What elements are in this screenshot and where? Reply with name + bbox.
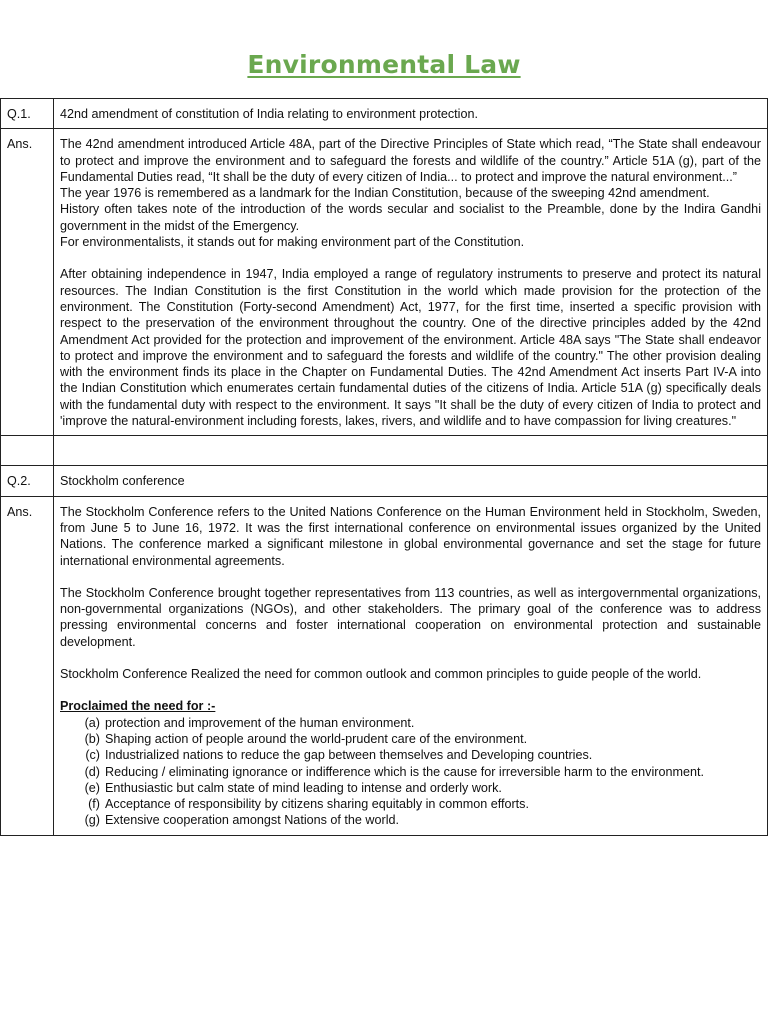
page-title: Environmental Law: [247, 50, 521, 79]
q2-paragraph-3: Stockholm Conference Realized the need for common outlook and common principles to guide people of the world.: [60, 667, 702, 682]
q2-answer-row: [1, 496, 768, 835]
q1-question: 42nd amendment of constitution of India relating to environment protection.: [54, 99, 768, 129]
q1-answer: [54, 129, 768, 436]
list-item: [60, 747, 761, 763]
proclaimed-list: [60, 715, 761, 829]
list-marker: (a): [84, 715, 100, 730]
q1-answer-paragraph: After obtaining independence in 1947, India employed a range of regulatory instruments to preserve and protect its natural resources. The Indian Constitution is the first Constitution in the world which made provision for the protection of the environment. The Constitution (Forty-second Amendment) Act, 1977, for the first time, inserted a specific provision with respect to the preservation of the environment throughout the country. One of the directive principles added by the 42nd Amendment Act provided for the protection and improvement of the environment. Article 48A says "The State shall endeavor to protect and improve the environment and to safeguard the forests and wildlife of the country." The other provision dealing with the environment finds its place in the Chapter on Fundamental Duties. The 42nd Amendment Act inserts Part IV-A into the Indian Constitution which enumerates certain fundamental duties of the citizens of India. Article 51A (g) specifically deals with the fundamental duty with respect to the environment. It says "It shall be the duty of every citizen of India to protect and 'improve the natural-environment including forests, lakes, rivers, and wildlife and to have compassion for living creatures.": [60, 267, 761, 429]
q2-paragraph-1: The Stockholm Conference refers to the United Nations Conference on the Human Environment held in Stockholm, Sweden, from June 5 to June 16, 1972. It was the first international conference on environmental issues organized by the United Nations. The conference marked a significant milestone in global environmental governance and set the stage for future international environmental agreements.: [60, 504, 761, 568]
q1-question-row: [1, 99, 768, 129]
list-marker: (g): [84, 813, 100, 828]
list-text: Extensive cooperation amongst Nations of the world.: [105, 813, 400, 828]
q1-answer-line: The 42nd amendment introduced Article 48A, part of the Directive Principles of State which read, “The State shall endeavour to protect and improve the environment and to safeguard the forests and wildlife of the country.” Article 51A (g), part of the Fundamental Duties read, “It shall be the duty of every citizen of India... to protect and improve the natural environment...”: [60, 137, 761, 184]
list-item: [60, 764, 761, 780]
list-marker: (e): [84, 780, 100, 795]
q1-answer-line: History often takes note of the introduction of the words secular and socialist to the Preamble, done by the Indira Gandhi government in the midst of the Emergency.: [60, 202, 761, 233]
q1-answer-row: [1, 129, 768, 436]
q1-answer-line: The year 1976 is remembered as a landmark for the Indian Constitution, because of the sweeping 42nd amendment.: [60, 186, 710, 201]
list-marker: (f): [88, 797, 100, 812]
q2-label: Q.2.: [1, 466, 54, 496]
spacer-row: [1, 436, 768, 466]
spacer-cell: [54, 436, 768, 466]
list-heading: Proclaimed the need for :-: [60, 699, 216, 714]
q2-answer: [54, 496, 768, 835]
list-text: Shaping action of people around the world-prudent care of the environment.: [105, 731, 528, 746]
q2-paragraph-2: The Stockholm Conference brought together representatives from 113 countries, as well as intergovernmental organizations, non-governmental organizations (NGOs), and other stakeholders. The primary goal of the conference was to address pressing environmental concerns and foster international cooperation on environmental protection and sustainable development.: [60, 585, 761, 649]
list-marker: (b): [84, 731, 100, 746]
q1-answer-line: For environmentalists, it stands out for making environment part of the Constitution.: [60, 235, 525, 250]
list-item: [60, 715, 761, 731]
list-item: [60, 796, 761, 812]
list-marker: (d): [84, 764, 100, 779]
list-item: [60, 731, 761, 747]
q1-answer-label: Ans.: [1, 129, 54, 436]
list-text: Acceptance of responsibility by citizens sharing equitably in common efforts.: [105, 797, 529, 812]
list-item: [60, 812, 761, 828]
qa-table: [0, 98, 768, 836]
list-text: Enthusiastic but calm state of mind leading to intense and orderly work.: [105, 780, 502, 795]
list-item: [60, 780, 761, 796]
spacer-cell: [1, 436, 54, 466]
q2-answer-label: Ans.: [1, 496, 54, 835]
q2-question-row: [1, 466, 768, 496]
list-text: Reducing / eliminating ignorance or indifference which is the cause for irreversible harm to the environment.: [105, 764, 704, 779]
list-text: Industrialized nations to reduce the gap between themselves and Developing countries.: [105, 748, 593, 763]
q1-label: Q.1.: [1, 99, 54, 129]
list-text: protection and improvement of the human environment.: [105, 715, 415, 730]
q2-question: Stockholm conference: [54, 466, 768, 496]
list-marker: (c): [85, 748, 100, 763]
